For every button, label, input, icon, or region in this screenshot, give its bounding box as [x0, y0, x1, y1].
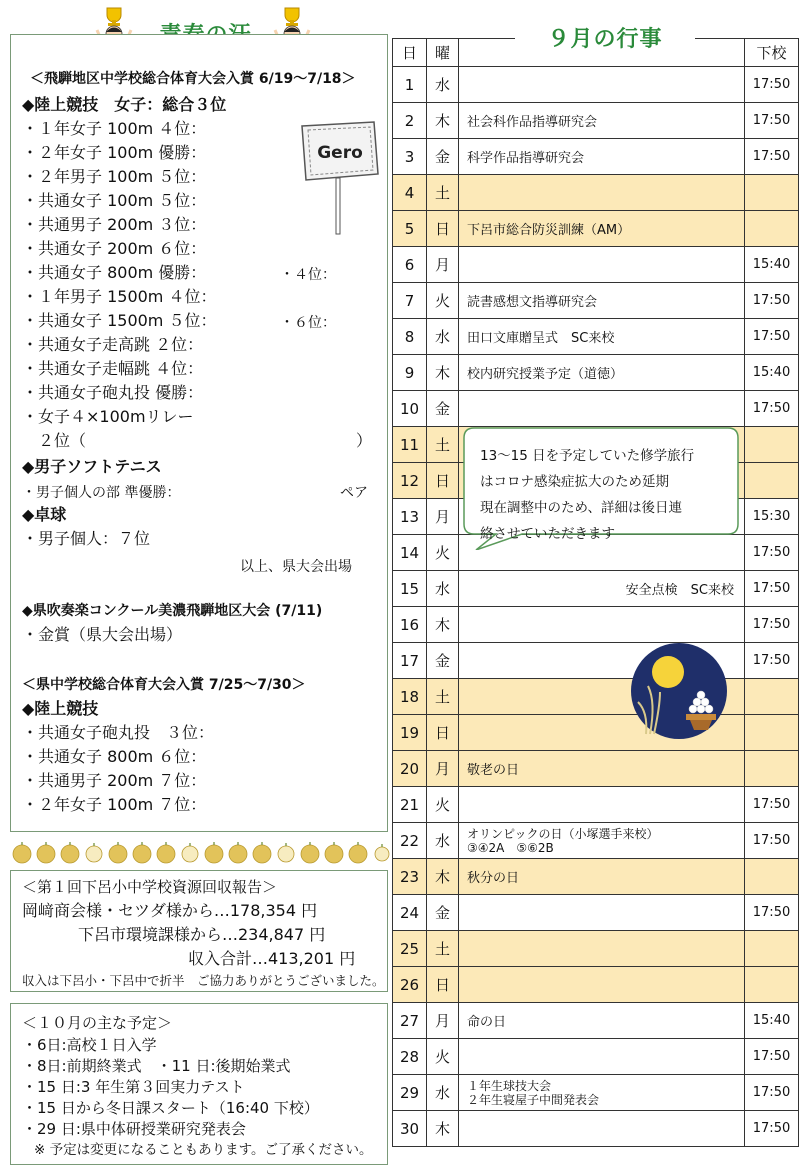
october-title: ＜１０月の主な予定＞: [22, 1014, 173, 1032]
calendar-dismissal: [745, 211, 799, 247]
calendar-event: [459, 67, 745, 103]
calendar-dismissal: [745, 859, 799, 895]
calendar-row: [393, 607, 799, 643]
relay-place: ２位（: [38, 431, 87, 450]
calendar-day: 5: [393, 211, 427, 247]
moon-viewing-icon: [630, 642, 728, 740]
calendar-day: 24: [393, 895, 427, 931]
calendar-dismissal: 15:30: [745, 499, 799, 535]
track-result: ・２年男子 100m ５位：: [22, 167, 207, 186]
band-heading: ◆県吹奏楽コンクール美濃飛騨地区大会 (7/11): [22, 603, 323, 619]
calendar-day: 14: [393, 535, 427, 571]
calendar-day: 4: [393, 175, 427, 211]
calendar-dismissal: 17:50: [745, 535, 799, 571]
calendar-dismissal: [745, 715, 799, 751]
calendar-day: 12: [393, 463, 427, 499]
track2-result: ・共通女子 800m ６位：: [22, 747, 207, 766]
calendar-dismissal: [745, 751, 799, 787]
calendar-row: [393, 751, 799, 787]
track-result: ・共通女子走幅跳 ４位：: [22, 359, 204, 378]
calendar-weekday: 木: [427, 859, 459, 895]
calendar-day: 23: [393, 859, 427, 895]
results2-title: ＜県中学校総合体育大会入賞 7/25～7/30＞: [22, 677, 306, 693]
calendar-event: 敬老の日: [459, 751, 745, 787]
calendar-weekday: 水: [427, 319, 459, 355]
calendar-dismissal: 17:50: [745, 103, 799, 139]
calendar-weekday: 日: [427, 463, 459, 499]
notice-line: 現在調整中のため、詳細は後日連: [480, 500, 682, 516]
qualified-note: 以上、県大会出場: [240, 559, 352, 575]
calendar-title: ９月の行事: [515, 22, 695, 54]
october-item: ・29 日:県中体研授業研究発表会: [22, 1120, 246, 1138]
calendar-event: [459, 391, 745, 427]
calendar-dismissal: [745, 679, 799, 715]
october-item: ・15 日から冬日課スタート（16:40 下校）: [22, 1099, 319, 1117]
track2-heading: ◆陸上競技: [22, 699, 99, 718]
calendar-dismissal: 17:50: [745, 643, 799, 679]
calendar-row: [393, 895, 799, 931]
calendar-weekday: 火: [427, 787, 459, 823]
track-result: ・共通女子砲丸投 優勝：: [22, 383, 204, 402]
calendar-event: 社会科作品指導研究会: [459, 103, 745, 139]
calendar-row: [393, 679, 799, 715]
recycling-title: ＜第１回下呂小中学校資源回収報告＞: [22, 878, 278, 896]
calendar-row: [393, 1075, 799, 1111]
tennis-heading: ◆男子ソフトテニス: [22, 457, 162, 476]
calendar-dismissal: 17:50: [745, 1039, 799, 1075]
calendar-day: 20: [393, 751, 427, 787]
track-result: ・共通女子 1500m ５位：: [22, 311, 217, 330]
calendar-day: 19: [393, 715, 427, 751]
calendar-row: [393, 1111, 799, 1147]
calendar-weekday: 木: [427, 103, 459, 139]
calendar-day: 25: [393, 931, 427, 967]
calendar-weekday: 土: [427, 175, 459, 211]
calendar-dismissal: [745, 463, 799, 499]
calendar-dismissal: [745, 175, 799, 211]
calendar-event: 下呂市総合防災訓練（AM）: [459, 211, 745, 247]
calendar-row: [393, 139, 799, 175]
track-result: ・共通男子 200m ３位：: [22, 215, 207, 234]
calendar-dismissal: 17:50: [745, 139, 799, 175]
calendar-event: [459, 1039, 745, 1075]
recycling-line: 下呂市環境課様から…234,847 円: [78, 925, 326, 944]
notice-line: 絡させていただきます: [480, 526, 615, 542]
calendar-weekday: 日: [427, 967, 459, 1003]
calendar-day: 28: [393, 1039, 427, 1075]
calendar-weekday: 土: [427, 427, 459, 463]
calendar-weekday: 水: [427, 823, 459, 859]
calendar-row: [393, 1003, 799, 1039]
track-result-extra: ・４位：: [280, 267, 336, 283]
calendar-weekday: 月: [427, 751, 459, 787]
calendar-row: [393, 319, 799, 355]
calendar-row: [393, 355, 799, 391]
calendar-weekday: 木: [427, 355, 459, 391]
calendar-event: 秋分の日: [459, 859, 745, 895]
recycling-note: 収入は下呂小・下呂中で折半 ご協力ありがとうございました。: [22, 973, 385, 988]
calendar-row: [393, 787, 799, 823]
calendar-dismissal: 15:40: [745, 247, 799, 283]
calendar-weekday: 日: [427, 715, 459, 751]
calendar-dismissal: 17:50: [745, 571, 799, 607]
calendar-day: 26: [393, 967, 427, 1003]
calendar-day: 18: [393, 679, 427, 715]
october-item: ・15 日:3 年生第３回実力テスト: [22, 1078, 245, 1096]
calendar-row: [393, 643, 799, 679]
october-note: ※ 予定は変更になることもあります。ご了承ください。: [34, 1142, 373, 1158]
calendar-event: 読書感想文指導研究会: [459, 283, 745, 319]
calendar-day: 29: [393, 1075, 427, 1111]
calendar-weekday: 水: [427, 1075, 459, 1111]
calendar-weekday: 月: [427, 247, 459, 283]
calendar-dismissal: 17:50: [745, 67, 799, 103]
calendar-weekday: 金: [427, 391, 459, 427]
calendar-event: [459, 787, 745, 823]
calendar-row: [393, 247, 799, 283]
relay-close: ）: [356, 431, 373, 450]
track-result: ・１年男子 1500m ４位：: [22, 287, 217, 306]
calendar-row: [393, 67, 799, 103]
calendar-weekday: 金: [427, 643, 459, 679]
calendar-table: [392, 38, 798, 1166]
calendar-event: 科学作品指導研究会: [459, 139, 745, 175]
calendar-weekday: 金: [427, 139, 459, 175]
track-result: ・共通女子 800m 優勝：: [22, 263, 207, 282]
calendar-weekday: 火: [427, 1039, 459, 1075]
results1-title: ＜飛騨地区中学校総合体育大会入賞 6/19～7/18＞: [30, 71, 356, 87]
track-result: ・共通女子 200m ６位：: [22, 239, 207, 258]
band-result: ・金賞（県大会出場）: [22, 625, 183, 644]
calendar-day: 15: [393, 571, 427, 607]
calendar-event: 校内研究授業予定（道徳）: [459, 355, 745, 391]
calendar-row: [393, 103, 799, 139]
calendar-event: [459, 823, 745, 859]
calendar-row: [393, 283, 799, 319]
calendar-dismissal: 15:40: [745, 355, 799, 391]
recycling-line: 岡﨑商会様・セツダ様から…178,354 円: [22, 901, 318, 920]
header-weekday: 曜: [427, 39, 459, 67]
track-result-extra: ・６位：: [280, 315, 336, 331]
calendar-dismissal: [745, 931, 799, 967]
calendar-event: [459, 1111, 745, 1147]
calendar-event: 田口文庫贈呈式 SC来校: [459, 319, 745, 355]
calendar-row: [393, 931, 799, 967]
october-item: ・6日:高校１日入学: [22, 1036, 157, 1054]
notice-text: [480, 443, 730, 547]
calendar-day: 1: [393, 67, 427, 103]
calendar-weekday: 土: [427, 679, 459, 715]
pear-border-icon: [10, 840, 390, 866]
calendar-weekday: 木: [427, 1111, 459, 1147]
notice-line: 13～15 日を予定していた修学旅行: [480, 448, 695, 464]
october-item: ・8日:前期終業式 ・11 日:後期始業式: [22, 1057, 291, 1075]
calendar-dismissal: 17:50: [745, 787, 799, 823]
calendar-event: [459, 1075, 745, 1111]
calendar-weekday: 火: [427, 535, 459, 571]
tennis-pair: ペア: [340, 485, 368, 501]
calendar-event: 安全点検 SC来校: [459, 571, 745, 607]
calendar-day: 22: [393, 823, 427, 859]
calendar-weekday: 水: [427, 571, 459, 607]
calendar-dismissal: 17:50: [745, 823, 799, 859]
calendar-day: 7: [393, 283, 427, 319]
calendar-day: 17: [393, 643, 427, 679]
calendar-day: 3: [393, 139, 427, 175]
calendar-dismissal: [745, 427, 799, 463]
calendar-event: [459, 967, 745, 1003]
calendar-row: [393, 175, 799, 211]
calendar-dismissal: 17:50: [745, 607, 799, 643]
calendar-day: 30: [393, 1111, 427, 1147]
gero-sign-text: Gero: [317, 143, 363, 163]
calendar-weekday: 水: [427, 67, 459, 103]
calendar-row: [393, 967, 799, 1003]
track-result: ・２年女子 100m 優勝：: [22, 143, 207, 162]
calendar-day: 16: [393, 607, 427, 643]
notice-line: はコロナ感染症拡大のため延期: [480, 474, 669, 490]
calendar-weekday: 月: [427, 499, 459, 535]
calendar-row: [393, 211, 799, 247]
calendar-event: [459, 175, 745, 211]
calendar-weekday: 土: [427, 931, 459, 967]
calendar-weekday: 金: [427, 895, 459, 931]
calendar-row: [393, 571, 799, 607]
header-day: 日: [393, 39, 427, 67]
calendar-weekday: 火: [427, 283, 459, 319]
calendar-row: [393, 823, 799, 859]
track2-result: ・共通女子砲丸投 ３位：: [22, 723, 215, 742]
track-result: ・１年女子 100m ４位：: [22, 119, 207, 138]
calendar-dismissal: 17:50: [745, 319, 799, 355]
header-dismissal: 下校: [745, 39, 799, 67]
calendar-row: [393, 1039, 799, 1075]
calendar-day: 9: [393, 355, 427, 391]
calendar-day: 10: [393, 391, 427, 427]
calendar-dismissal: 17:50: [745, 895, 799, 931]
calendar-day: 21: [393, 787, 427, 823]
calendar-weekday: 日: [427, 211, 459, 247]
track-result: ・共通女子走高跳 ２位：: [22, 335, 204, 354]
calendar-event: [459, 931, 745, 967]
track2-result: ・２年女子 100m ７位：: [22, 795, 207, 814]
calendar-event: 命の日: [459, 1003, 745, 1039]
calendar-row: [393, 859, 799, 895]
track-result: ・女子４×100mリレー: [22, 407, 194, 426]
calendar-dismissal: 17:50: [745, 391, 799, 427]
calendar-day: 13: [393, 499, 427, 535]
calendar-dismissal: 17:50: [745, 1111, 799, 1147]
tabletennis-heading: ◆卓球: [22, 505, 67, 524]
calendar-day: 27: [393, 1003, 427, 1039]
calendar-event: [459, 607, 745, 643]
calendar-event-line: オリンピックの日（小塚選手来校）: [467, 826, 659, 841]
tabletennis-result: ・男子個人：７位: [22, 529, 151, 548]
calendar-day: 6: [393, 247, 427, 283]
calendar-event-line: １年生球技大会: [467, 1078, 552, 1093]
calendar-row: [393, 391, 799, 427]
calendar-day: 2: [393, 103, 427, 139]
calendar-event: [459, 247, 745, 283]
calendar-dismissal: 17:50: [745, 1075, 799, 1111]
calendar-weekday: 月: [427, 1003, 459, 1039]
calendar-dismissal: 17:50: [745, 283, 799, 319]
track2-result: ・共通男子 200m ７位：: [22, 771, 207, 790]
track-heading: ◆陸上競技 女子：総合３位: [22, 95, 227, 114]
calendar-event-line: ③④2A ⑤⑥2B: [467, 840, 554, 855]
track-result: ・共通女子 100m ５位：: [22, 191, 207, 210]
calendar-event: [459, 895, 745, 931]
calendar-dismissal: [745, 967, 799, 1003]
calendar-row: [393, 715, 799, 751]
calendar-day: 8: [393, 319, 427, 355]
calendar-weekday: 木: [427, 607, 459, 643]
calendar-dismissal: 15:40: [745, 1003, 799, 1039]
recycling-total: 収入合計…413,201 円: [188, 949, 356, 968]
calendar-day: 11: [393, 427, 427, 463]
gero-sign-icon: [298, 118, 380, 236]
tennis-result: ・男子個人の部 準優勝：: [22, 485, 181, 501]
calendar-event-line: ２年生寝屋子中間発表会: [467, 1092, 600, 1107]
